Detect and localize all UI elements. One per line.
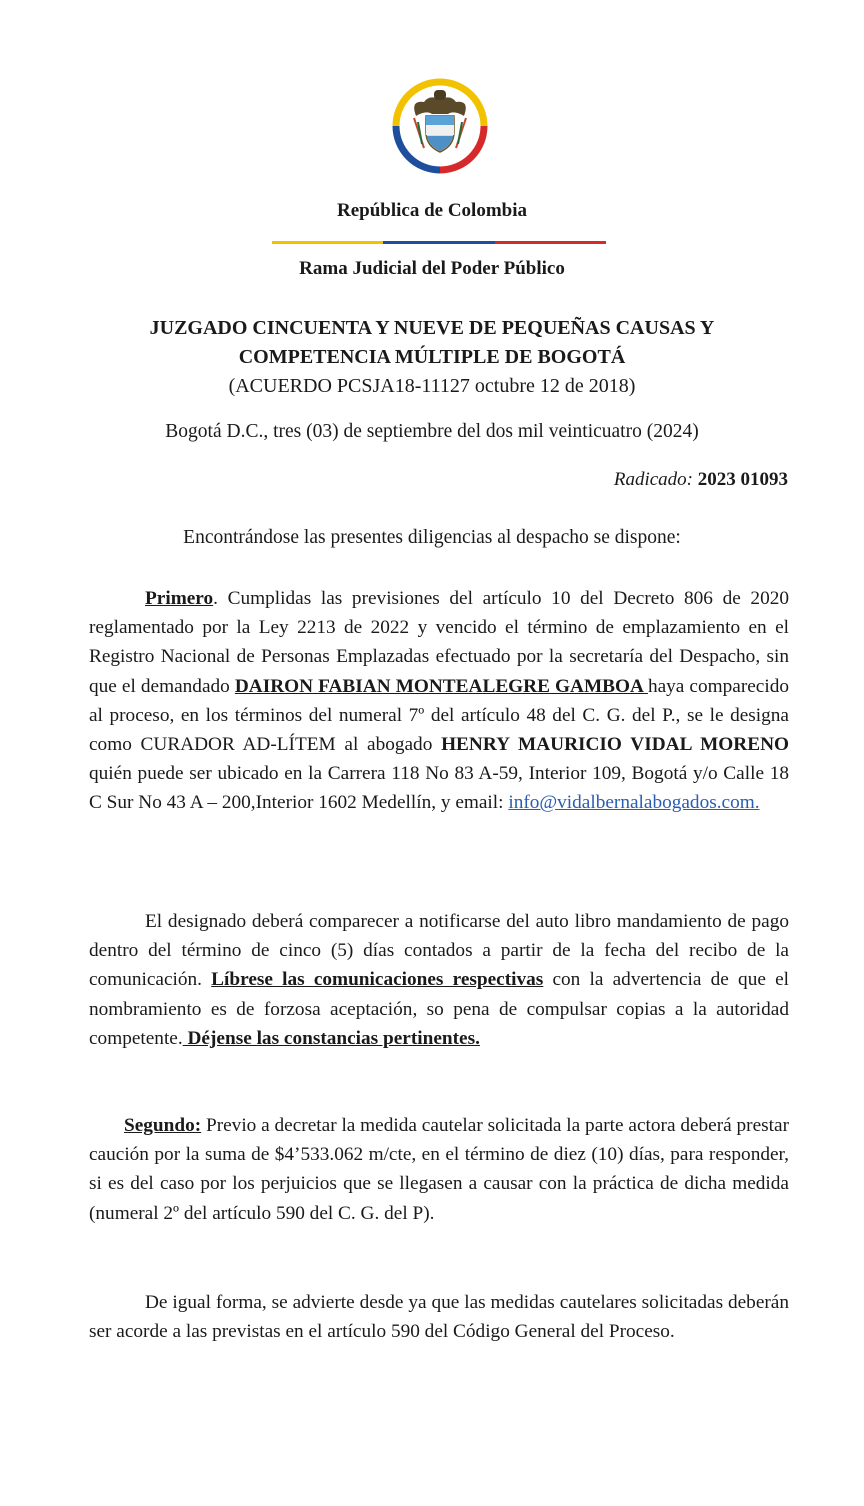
designado-text-2: con la advertencia de que el nombramiento es de forzosa aceptación, so pena de compulsar copias a la autoridad competente. (89, 969, 789, 1049)
email-link[interactable]: info@vidalbernalabogados.com. (508, 792, 760, 814)
court-name-line2: COMPETENCIA MÚLTIPLE DE BOGOTÁ (238, 346, 626, 368)
radicado-number: 2023 01093 (697, 469, 788, 490)
primero-text-2: haya comparecido al proceso, en los términos del numeral 7º del artículo 48 del C. G. del P., se le designa como CURADOR AD-LÍTEM al abogado (89, 675, 789, 756)
designado-text-1: El designado deberá comparecer a notificarse del auto libro mandamiento de pago dentro del término de cinco (5) días contados a partir de la fecha del recibo de la comunicación. (89, 911, 789, 991)
paragraph-segundo (89, 1111, 789, 1228)
date-line: Bogotá D.C., tres (03) de septiembre del dos mil veinticuatro (2024) (165, 421, 699, 442)
tricolor-divider (272, 241, 606, 244)
primero-text-1: . Cumplidas las previsiones del artículo 10 del Decreto 806 de 2020 reglamentado por la Ley 2213 de 2022 y vencido el término de emplazamiento en el Registro Nacional de Personas Emplazadas efectuado por la secretaría del Despacho, sin que el demandado (89, 588, 789, 697)
radicado (614, 469, 788, 491)
court-agreement: (ACUERDO PCSJA18-11127 octubre 12 de 2018) (228, 375, 636, 397)
paragraph-primero (89, 584, 789, 818)
segundo-text: Previo a decretar la medida cautelar solicitada la parte actora deberá prestar caución por la suma de $4’533.062 m/cte, en el término de diez (10) días, para responder, si es del caso por los perjuicios que se llegasen a causar con la práctica de dicha medida (numeral 2º del artículo 590 del C. G. del P). (89, 1115, 789, 1224)
court-heading (0, 314, 864, 401)
colombia-coat-of-arms-logo (384, 70, 496, 182)
order-communications: Líbrese las comunicaciones respectivas (211, 969, 544, 991)
order-constancias: Déjense las constancias pertinentes. (182, 1027, 480, 1049)
radicado-label: Radicado: (613, 469, 693, 490)
paragraph-igual-forma (89, 1288, 789, 1346)
country-name: República de Colombia (336, 200, 528, 221)
judicial-branch: Rama Judicial del Poder Público (299, 258, 565, 279)
court-name-line1: JUZGADO CINCUENTA Y NUEVE DE PEQUEÑAS CAUSAS Y (149, 317, 715, 339)
logo-condor (414, 97, 466, 116)
segundo-heading: Segundo: (124, 1115, 202, 1136)
defendant-name: DAIRON FABIAN MONTEALEGRE GAMBOA (234, 675, 648, 697)
paragraph-designado (89, 907, 789, 1053)
primero-heading: Primero (145, 588, 214, 609)
igual-forma-text: De igual forma, se advierte desde ya que las medidas cautelares solicitadas deberán ser acorde a las previstas en el artículo 590 del Código General del Proceso. (89, 1292, 789, 1343)
intro-text: Encontrándose las presentes diligencias al despacho se dispone: (183, 527, 681, 548)
lawyer-name: HENRY MAURICIO VIDAL MORENO (441, 734, 789, 756)
primero-text-3: quién puede ser ubicado en la Carrera 118 No 83 A-59, Interior 109, Bogotá y/o Calle 18 C Sur No 43 A – 200,Interior 1602 Medellín, y email: (89, 763, 789, 814)
